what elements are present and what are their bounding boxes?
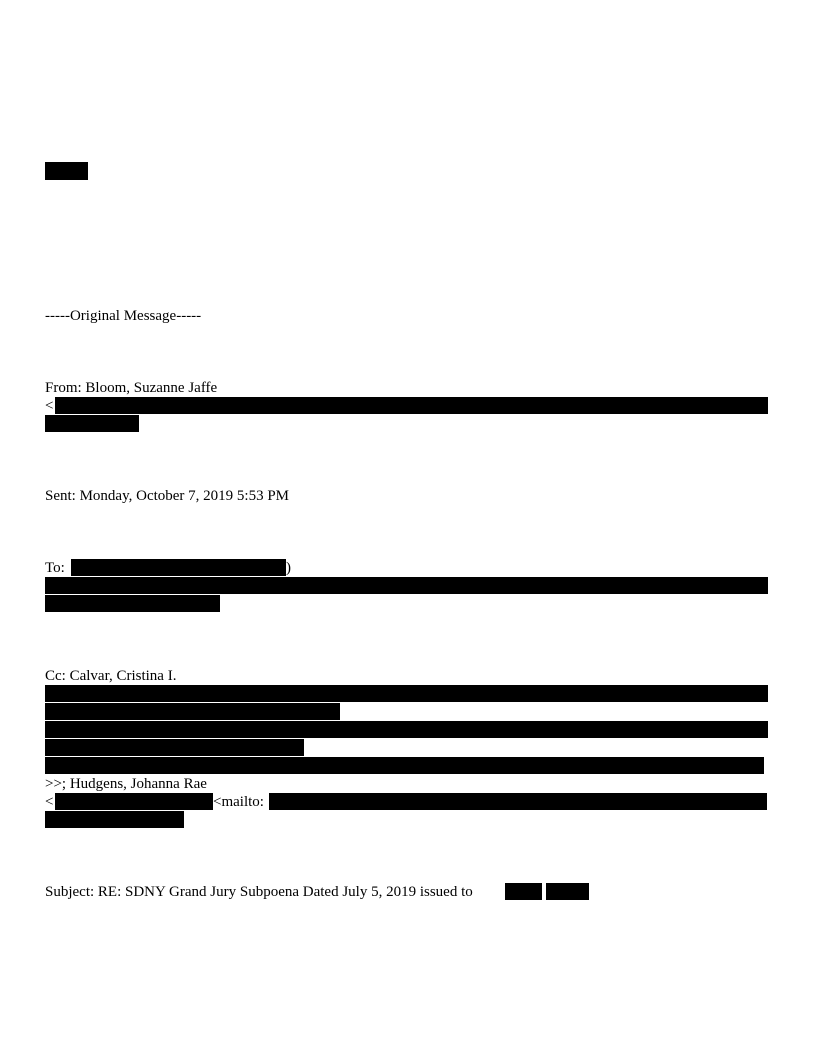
- redaction-block: [55, 793, 213, 810]
- redaction-block: [546, 883, 589, 900]
- redaction-block: [45, 757, 764, 774]
- cc-hudgens-line: >>; Hudgens, Johanna Rae: [45, 776, 207, 792]
- cc-line: Cc: Calvar, Cristina I.: [45, 668, 177, 684]
- subject-line: Subject: RE: SDNY Grand Jury Subpoena Dated July 5, 2019 issued to: [45, 884, 473, 900]
- redaction-block: [55, 397, 768, 414]
- redaction-block: [45, 721, 768, 738]
- redaction-block: [269, 793, 767, 810]
- redaction-block: [45, 685, 768, 702]
- redaction-block: [505, 883, 542, 900]
- redaction-block: [45, 162, 88, 180]
- cc-mailto: <mailto:: [213, 794, 264, 810]
- redaction-block: [45, 595, 220, 612]
- cc-bracket: <: [45, 794, 54, 810]
- redaction-block: [45, 577, 768, 594]
- sent-line: Sent: Monday, October 7, 2019 5:53 PM: [45, 488, 290, 504]
- redaction-block: [71, 559, 286, 576]
- to-close-paren: ): [286, 560, 291, 576]
- from-bracket: <: [45, 398, 54, 414]
- redaction-block: [45, 811, 184, 828]
- redaction-block: [45, 415, 139, 432]
- to-label: To:: [45, 560, 65, 576]
- from-line: From: Bloom, Suzanne Jaffe: [45, 380, 218, 396]
- redaction-block: [45, 703, 340, 720]
- original-message-header: -----Original Message-----: [45, 308, 202, 324]
- redaction-block: [45, 739, 304, 756]
